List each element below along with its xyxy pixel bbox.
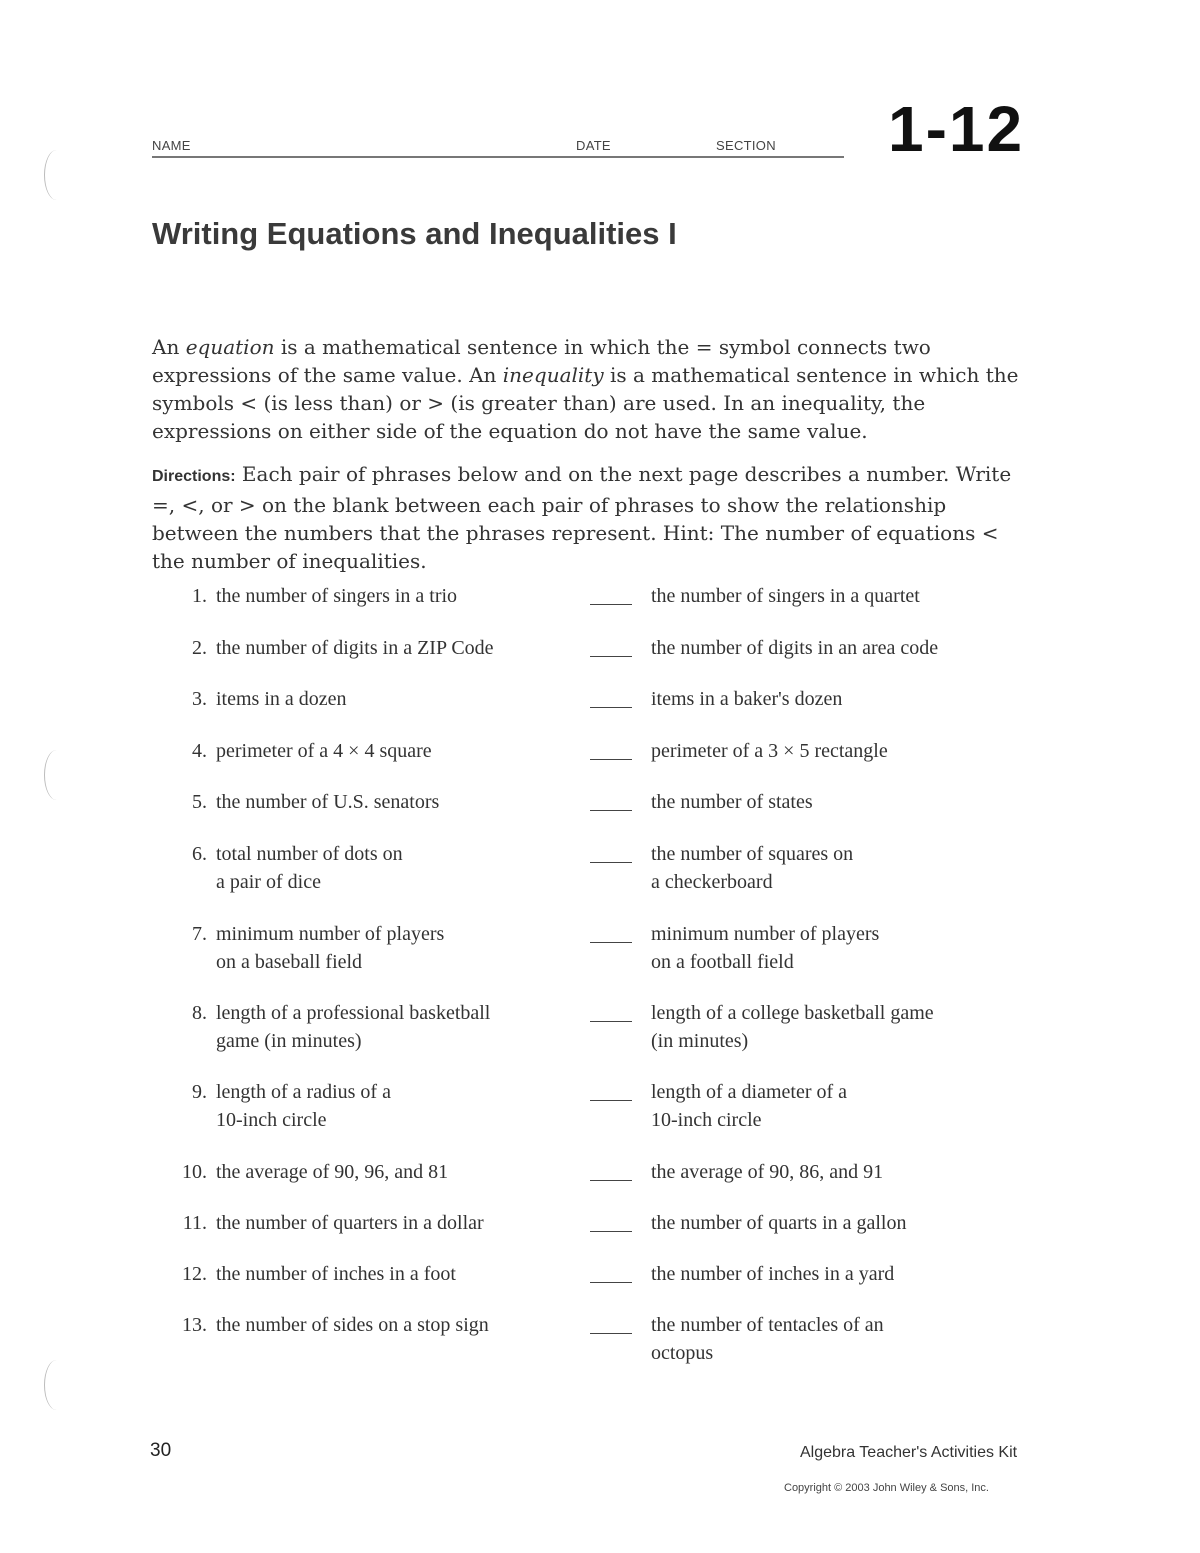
- question-number: 13.: [182, 1314, 207, 1336]
- date-label: DATE: [576, 138, 611, 153]
- right-phrase: the number of tentacles of an octopus: [651, 1314, 884, 1364]
- punch-hole-mark: [44, 750, 69, 800]
- name-date-section-line: [152, 156, 844, 158]
- answer-blank[interactable]: [590, 656, 632, 657]
- answer-blank[interactable]: [590, 1100, 632, 1101]
- sheet-number: 1-12: [888, 93, 1025, 165]
- punch-hole-mark: [44, 150, 69, 200]
- left-phrase: perimeter of a 4 × 4 square: [216, 740, 432, 762]
- question-number: 3.: [192, 688, 207, 710]
- question-number: 6.: [192, 843, 207, 865]
- answer-blank[interactable]: [590, 1021, 632, 1022]
- question-number: 12.: [182, 1263, 207, 1285]
- left-phrase: the number of digits in a ZIP Code: [216, 637, 494, 659]
- left-phrase: the number of inches in a foot: [216, 1263, 456, 1285]
- answer-blank[interactable]: [590, 810, 632, 811]
- answer-blank[interactable]: [590, 862, 632, 863]
- left-phrase: the number of sides on a stop sign: [216, 1314, 489, 1336]
- page-number: 30: [150, 1440, 172, 1461]
- right-phrase: the number of quarts in a gallon: [651, 1212, 907, 1234]
- answer-blank[interactable]: [590, 604, 632, 605]
- term-inequality: inequality: [502, 363, 604, 387]
- left-phrase: the number of quarters in a dollar: [216, 1212, 484, 1234]
- question-number: 11.: [182, 1212, 207, 1234]
- intro-paragraph: An equation is a mathematical sentence in which the = symbol connects two expressions of the same value. An inequality is a mathematical sentence in which the symbols < (is less than) or > (is greater than) are used. In an inequality, the expressions on either side of the equation do not have the same value.: [152, 335, 1019, 443]
- name-label: NAME: [152, 138, 191, 153]
- right-phrase: the number of squares on a checkerboard: [651, 843, 854, 893]
- answer-blank[interactable]: [590, 1282, 632, 1283]
- right-phrase: the average of 90, 86, and 91: [651, 1161, 884, 1183]
- question-number: 7.: [192, 923, 207, 945]
- right-phrase: perimeter of a 3 × 5 rectangle: [651, 740, 888, 762]
- left-phrase: length of a radius of a 10-inch circle: [216, 1081, 391, 1131]
- answer-blank[interactable]: [590, 759, 632, 760]
- answer-blank[interactable]: [590, 1231, 632, 1232]
- right-phrase: items in a baker's dozen: [651, 688, 843, 710]
- question-number: 8.: [192, 1002, 207, 1024]
- question-number: 10.: [182, 1161, 207, 1183]
- punch-hole-mark: [44, 1360, 69, 1410]
- page-title: Writing Equations and Inequalities I: [152, 216, 677, 251]
- left-phrase: minimum number of players on a baseball field: [216, 923, 445, 973]
- question-number: 5.: [192, 791, 207, 813]
- left-phrase: the number of U.S. senators: [216, 791, 440, 813]
- directions-paragraph: Directions: Each pair of phrases below and on the next page describes a number. Write =, <, or > on the blank between each pair of phrases to show the relationship between the numbers that the phrases represent. Hint: The number of equations < the number of inequalities.: [152, 462, 1012, 573]
- copyright: Copyright © 2003 John Wiley & Sons, Inc.: [784, 1482, 989, 1494]
- right-phrase: the number of inches in a yard: [651, 1263, 895, 1285]
- term-equation: equation: [185, 335, 275, 359]
- answer-blank[interactable]: [590, 1180, 632, 1181]
- question-number: 9.: [192, 1081, 207, 1103]
- section-label: SECTION: [716, 138, 776, 153]
- right-phrase: minimum number of players on a football field: [651, 923, 880, 973]
- answer-blank[interactable]: [590, 942, 632, 943]
- left-phrase: length of a professional basketball game (in minutes): [216, 1002, 491, 1052]
- right-phrase: the number of states: [651, 791, 813, 813]
- right-phrase: length of a college basketball game (in minutes): [651, 1002, 934, 1052]
- book-title: Algebra Teacher's Activities Kit: [800, 1444, 1018, 1461]
- left-phrase: items in a dozen: [216, 688, 347, 710]
- answer-blank[interactable]: [590, 707, 632, 708]
- left-phrase: the average of 90, 96, and 81: [216, 1161, 449, 1183]
- right-phrase: length of a diameter of a 10-inch circle: [651, 1081, 848, 1131]
- left-phrase: total number of dots on a pair of dice: [216, 843, 403, 893]
- question-number: 4.: [192, 740, 207, 762]
- question-number: 1.: [192, 585, 207, 607]
- right-phrase: the number of digits in an area code: [651, 637, 939, 659]
- question-number: 2.: [192, 637, 207, 659]
- right-phrase: the number of singers in a quartet: [651, 585, 920, 607]
- directions-label: Directions:: [152, 468, 236, 485]
- left-phrase: the number of singers in a trio: [216, 585, 458, 607]
- answer-blank[interactable]: [590, 1333, 632, 1334]
